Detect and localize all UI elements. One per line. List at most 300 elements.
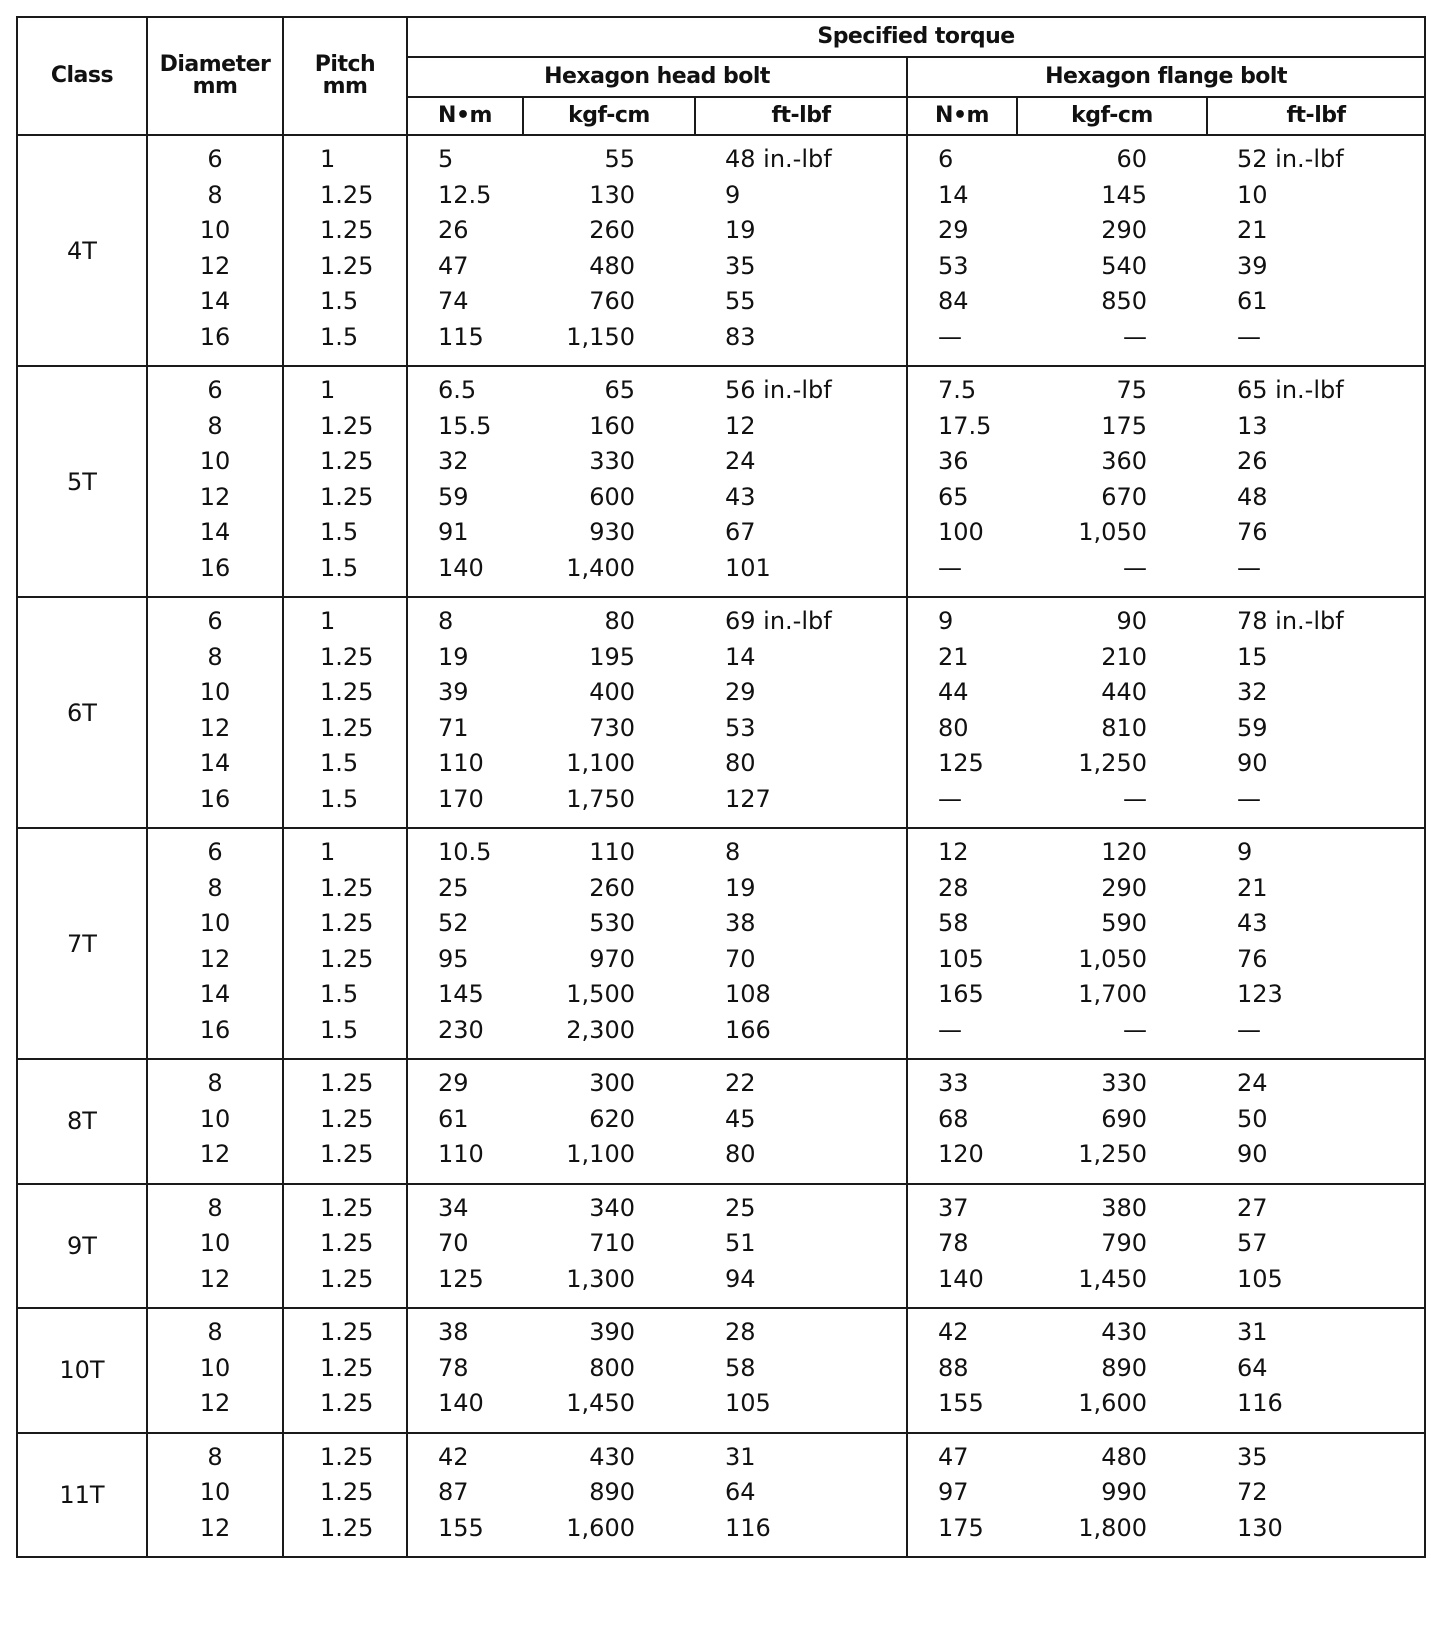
head-ftlbf-value: 80 xyxy=(725,749,756,777)
pitch-value: 1.25 xyxy=(320,1389,374,1417)
pitch-value: 1.25 xyxy=(320,411,374,440)
head-ftlbf-value: 43 xyxy=(725,482,756,511)
flange-nm-value: 140 xyxy=(938,1264,984,1293)
head-kgfcm-value: 65 xyxy=(604,376,635,404)
pitch-value: 1.25 xyxy=(320,447,374,475)
flange-nm-value: 120 xyxy=(938,1140,984,1168)
flange-ftlbf-column-cell xyxy=(1207,1433,1425,1558)
head-ftlbf-value: 166 xyxy=(725,1015,771,1044)
flange-kgfcm-value: — xyxy=(1123,784,1147,813)
flange-ftlbf-column-cell xyxy=(1207,135,1425,366)
pitch-value: 1.25 xyxy=(320,1513,374,1542)
head-kgfcm-value: 930 xyxy=(589,518,635,546)
pitch-column-cell xyxy=(283,597,407,828)
flange-ftlbf-value: 59 xyxy=(1237,713,1268,742)
head-kgfcm-value: 600 xyxy=(589,482,635,511)
flange-ftlbf-value: 105 xyxy=(1237,1264,1283,1293)
pitch-value: 1.5 xyxy=(320,553,359,582)
flange-kgfcm-value: 1,250 xyxy=(1078,749,1147,777)
head-kgfcm-value: 55 xyxy=(604,145,635,173)
flange-nm-value: 28 xyxy=(938,873,969,902)
flange-kgfcm-value: 360 xyxy=(1101,447,1147,475)
flange-nm-value: 7.5 xyxy=(938,376,977,404)
head-nm-value: 29 xyxy=(438,1069,469,1097)
pitch-value: 1.25 xyxy=(320,1140,374,1168)
pitch-column-cell xyxy=(283,1433,407,1558)
diameter-value: 6 xyxy=(207,376,223,404)
head-ftlbf-value: 108 xyxy=(725,980,771,1008)
flange-kgfcm-value: 850 xyxy=(1101,287,1147,315)
diameter-value: 8 xyxy=(207,1193,223,1222)
flange-kgfcm-column-cell xyxy=(1017,135,1207,366)
pitch-value: 1.25 xyxy=(320,1353,374,1382)
head-nm-value: 42 xyxy=(438,1442,469,1471)
flange-kgfcm-column-cell xyxy=(1017,1059,1207,1184)
head-kgfcm-value: 1,300 xyxy=(566,1264,635,1293)
diameter-value: 8 xyxy=(207,642,223,671)
flange-ftlbf-value: — xyxy=(1237,784,1261,813)
flange-nm-value: 14 xyxy=(938,180,969,209)
flange-ftlbf-value: 52 in.-lbf xyxy=(1237,145,1344,173)
flange-ftlbf-value: 35 xyxy=(1237,1442,1268,1471)
diameter-value: 12 xyxy=(199,251,231,280)
head-nm-value: 25 xyxy=(438,873,469,902)
flange-nm-value: 33 xyxy=(938,1069,969,1097)
head-ftlbf-value: 28 xyxy=(725,1318,756,1346)
head-nm-value: 115 xyxy=(438,322,484,351)
hex-flange-bolt-header: Hexagon flange bolt xyxy=(907,57,1425,97)
flange-kgfcm-value: — xyxy=(1123,322,1147,351)
flange-ftlbf-column-cell xyxy=(1207,366,1425,597)
torque-spec-sheet xyxy=(16,16,1426,1558)
flange-nm-value: 36 xyxy=(938,447,969,475)
flange-kgfcm-value: 380 xyxy=(1101,1193,1147,1222)
diameter-column-cell xyxy=(147,1433,283,1558)
head-ftlbf-value: 31 xyxy=(725,1442,756,1471)
diameter-value: 10 xyxy=(199,447,231,475)
head-nm-value: 15.5 xyxy=(438,411,492,440)
head-nm-value: 61 xyxy=(438,1104,469,1133)
diameter-value: 14 xyxy=(199,749,231,777)
head-kgfcm-value: 1,450 xyxy=(566,1389,635,1417)
head-nm-value: 78 xyxy=(438,1353,469,1382)
class-cell: 5T xyxy=(17,366,147,597)
flange-kgfcm-column-cell xyxy=(1017,1184,1207,1309)
flange-ftlbf-value: — xyxy=(1237,1015,1261,1044)
head-kgfcm-value: 530 xyxy=(589,909,635,937)
diameter-value: 12 xyxy=(199,482,231,511)
head-nm-value: 170 xyxy=(438,784,484,813)
head-ftlbf-value: 19 xyxy=(725,873,756,902)
flange-nm-value: 175 xyxy=(938,1513,984,1542)
diameter-value: 8 xyxy=(207,411,223,440)
flange-ftlbf-value: 48 xyxy=(1237,482,1268,511)
head-ftlbf-value: 24 xyxy=(725,447,756,475)
flange-kgfcm-value: 120 xyxy=(1101,838,1147,866)
diameter-value: 12 xyxy=(199,713,231,742)
head-kgfcm-value: 2,300 xyxy=(566,1015,635,1044)
pitch-value: 1.5 xyxy=(320,784,359,813)
pitch-value: 1.25 xyxy=(320,251,374,280)
head-nm-value: 52 xyxy=(438,909,469,937)
diameter-value: 12 xyxy=(199,1389,231,1417)
flange-kgfcm-value: 670 xyxy=(1101,482,1147,511)
diameter-value: 6 xyxy=(207,145,223,173)
head-ftlbf-value: 70 xyxy=(725,944,756,973)
head-ftlbf-value: 12 xyxy=(725,411,756,440)
flange-nm-value: 78 xyxy=(938,1229,969,1257)
class-cell: 8T xyxy=(17,1059,147,1184)
flange-nm-column-cell xyxy=(907,366,1017,597)
pitch-column-cell xyxy=(283,366,407,597)
class-cell: 6T xyxy=(17,597,147,828)
diameter-value: 6 xyxy=(207,607,223,635)
head-kgfcm-value: 80 xyxy=(604,607,635,635)
flange-nm-column-cell xyxy=(907,1308,1017,1433)
head-ftlbf-value: 127 xyxy=(725,784,771,813)
class-group-row xyxy=(17,1184,1425,1309)
flange-kgfcm-value: 690 xyxy=(1101,1104,1147,1133)
head-ftlbf-column-cell xyxy=(695,1059,907,1184)
flange-nm-value: 155 xyxy=(938,1389,984,1417)
diameter-value: 10 xyxy=(199,909,231,937)
head-nm-value: 5 xyxy=(438,145,454,173)
flange-nm-value: 68 xyxy=(938,1104,969,1133)
diameter-value: 16 xyxy=(199,553,231,582)
pitch-value: 1.5 xyxy=(320,287,359,315)
head-nm-value: 110 xyxy=(438,749,484,777)
flange-kgfcm-value: 145 xyxy=(1101,180,1147,209)
diameter-header-label: Diameter xyxy=(159,52,271,77)
flange-kgfcm-value: 990 xyxy=(1101,1478,1147,1506)
pitch-value: 1.5 xyxy=(320,1015,359,1044)
flange-ftlbf-value: 76 xyxy=(1237,944,1268,973)
head-nm-value: 59 xyxy=(438,482,469,511)
diameter-value: 14 xyxy=(199,980,231,1008)
head-kgfcm-value: 1,100 xyxy=(566,1140,635,1168)
head-nm-value: 230 xyxy=(438,1015,484,1044)
head-kgfcm-value: 110 xyxy=(589,838,635,866)
pitch-value: 1.5 xyxy=(320,322,359,351)
head-nm-value: 145 xyxy=(438,980,484,1008)
flange-nm-value: — xyxy=(938,322,962,351)
head-nm-value: 10.5 xyxy=(438,838,492,866)
head-ftlbf-value: 80 xyxy=(725,1140,756,1168)
head-kgfcm-value: 480 xyxy=(589,251,635,280)
head-kgfcm-value: 710 xyxy=(589,1229,635,1257)
flange-nm-column-cell xyxy=(907,1059,1017,1184)
diameter-value: 10 xyxy=(199,1353,231,1382)
flange-nm-value: 29 xyxy=(938,216,969,244)
diameter-value: 10 xyxy=(199,216,231,244)
diameter-value: 16 xyxy=(199,1015,231,1044)
flange-ftlbf-value: 123 xyxy=(1237,980,1283,1008)
head-kgfcm-value: 800 xyxy=(589,1353,635,1382)
head-ftlbf-value: 48 in.-lbf xyxy=(725,145,832,173)
head-nm-value: 140 xyxy=(438,553,484,582)
pitch-value: 1.25 xyxy=(320,642,374,671)
pitch-column-cell xyxy=(283,1308,407,1433)
flange-kgfcm-header: kgf-cm xyxy=(1017,97,1207,135)
flange-nm-column-cell xyxy=(907,828,1017,1059)
flange-ftlbf-value: 9 xyxy=(1237,838,1253,866)
head-ftlbf-value: 45 xyxy=(725,1104,756,1133)
table-header xyxy=(17,17,1425,135)
head-ftlbf-column-cell xyxy=(695,366,907,597)
flange-nm-value: 6 xyxy=(938,145,954,173)
diameter-column-cell xyxy=(147,1184,283,1309)
pitch-value: 1.25 xyxy=(320,944,374,973)
pitch-value: 1.25 xyxy=(320,678,374,706)
pitch-value: 1.25 xyxy=(320,1229,374,1257)
class-group-row xyxy=(17,1433,1425,1558)
specified-torque-header: Specified torque xyxy=(407,17,1425,57)
head-nm-value: 34 xyxy=(438,1193,469,1222)
head-ftlbf-value: 69 in.-lbf xyxy=(725,607,832,635)
flange-nm-value: 12 xyxy=(938,838,969,866)
head-nm-value: 125 xyxy=(438,1264,484,1293)
head-kgfcm-value: 760 xyxy=(589,287,635,315)
head-nm-value: 87 xyxy=(438,1478,469,1506)
flange-ftlbf-value: 39 xyxy=(1237,251,1268,280)
flange-nm-value: 53 xyxy=(938,251,969,280)
head-ftlbf-column-cell xyxy=(695,1308,907,1433)
flange-kgfcm-value: 590 xyxy=(1101,909,1147,937)
head-nm-value: 140 xyxy=(438,1389,484,1417)
head-kgfcm-column-cell xyxy=(523,1184,695,1309)
pitch-value: 1.25 xyxy=(320,1318,374,1346)
head-ftlbf-value: 67 xyxy=(725,518,756,546)
diameter-value: 16 xyxy=(199,322,231,351)
class-cell: 10T xyxy=(17,1308,147,1433)
flange-nm-value: 88 xyxy=(938,1353,969,1382)
head-kgfcm-value: 1,600 xyxy=(566,1513,635,1542)
diameter-value: 8 xyxy=(207,180,223,209)
head-nm-column-cell xyxy=(407,1308,523,1433)
head-nm-value: 74 xyxy=(438,287,469,315)
flange-ftlbf-value: 61 xyxy=(1237,287,1268,315)
diameter-value: 12 xyxy=(199,1513,231,1542)
flange-kgfcm-value: 1,050 xyxy=(1078,518,1147,546)
pitch-column-cell xyxy=(283,828,407,1059)
flange-nm-column-cell xyxy=(907,597,1017,828)
flange-ftlbf-value: 72 xyxy=(1237,1478,1268,1506)
pitch-header xyxy=(283,17,407,135)
diameter-column-cell xyxy=(147,1059,283,1184)
flange-kgfcm-value: — xyxy=(1123,553,1147,582)
torque-table xyxy=(16,16,1426,1558)
head-nm-header: N•m xyxy=(407,97,523,135)
diameter-value: 10 xyxy=(199,1229,231,1257)
pitch-value: 1.25 xyxy=(320,180,374,209)
hex-head-bolt-header: Hexagon head bolt xyxy=(407,57,907,97)
head-nm-column-cell xyxy=(407,1433,523,1558)
flange-ftlbf-column-cell xyxy=(1207,597,1425,828)
pitch-header-label: Pitch xyxy=(314,52,376,77)
flange-kgfcm-value: 330 xyxy=(1101,1069,1147,1097)
pitch-header-unit: mm xyxy=(322,74,368,99)
head-nm-column-cell xyxy=(407,1184,523,1309)
pitch-value: 1.25 xyxy=(320,873,374,902)
head-ftlbf-value: 94 xyxy=(725,1264,756,1293)
head-kgfcm-column-cell xyxy=(523,597,695,828)
head-ftlbf-value: 51 xyxy=(725,1229,756,1257)
head-nm-value: 71 xyxy=(438,713,469,742)
head-ftlbf-column-cell xyxy=(695,828,907,1059)
flange-ftlbf-value: — xyxy=(1237,322,1261,351)
flange-ftlbf-column-cell xyxy=(1207,1059,1425,1184)
head-ftlbf-column-cell xyxy=(695,1184,907,1309)
pitch-value: 1 xyxy=(320,376,336,404)
head-nm-value: 110 xyxy=(438,1140,484,1168)
flange-kgfcm-value: 810 xyxy=(1101,713,1147,742)
flange-nm-value: 42 xyxy=(938,1318,969,1346)
diameter-header-unit: mm xyxy=(192,74,238,99)
head-kgfcm-value: 160 xyxy=(589,411,635,440)
flange-kgfcm-value: 440 xyxy=(1101,678,1147,706)
flange-ftlbf-value: 90 xyxy=(1237,749,1268,777)
diameter-value: 12 xyxy=(199,944,231,973)
flange-kgfcm-column-cell xyxy=(1017,1308,1207,1433)
flange-ftlbf-column-cell xyxy=(1207,828,1425,1059)
diameter-value: 10 xyxy=(199,1478,231,1506)
flange-nm-value: 17.5 xyxy=(938,411,992,440)
diameter-value: 8 xyxy=(207,1442,223,1471)
flange-nm-value: 84 xyxy=(938,287,969,315)
head-ftlbf-value: 29 xyxy=(725,678,756,706)
class-group-row xyxy=(17,1059,1425,1184)
head-kgfcm-value: 1,100 xyxy=(566,749,635,777)
head-ftlbf-value: 14 xyxy=(725,642,756,671)
flange-kgfcm-value: 290 xyxy=(1101,873,1147,902)
table-body xyxy=(17,135,1425,1557)
diameter-value: 12 xyxy=(199,1140,231,1168)
diameter-value: 8 xyxy=(207,1069,223,1097)
head-kgfcm-header: kgf-cm xyxy=(523,97,695,135)
head-nm-value: 91 xyxy=(438,518,469,546)
class-group-row xyxy=(17,366,1425,597)
flange-kgfcm-value: 890 xyxy=(1101,1353,1147,1382)
head-kgfcm-value: 195 xyxy=(589,642,635,671)
head-kgfcm-value: 1,150 xyxy=(566,322,635,351)
flange-nm-value: 165 xyxy=(938,980,984,1008)
flange-kgfcm-value: 175 xyxy=(1101,411,1147,440)
diameter-column-cell xyxy=(147,1308,283,1433)
head-kgfcm-column-cell xyxy=(523,1059,695,1184)
flange-ftlbf-value: 15 xyxy=(1237,642,1268,671)
head-ftlbf-header: ft-lbf xyxy=(695,97,907,135)
head-ftlbf-value: 9 xyxy=(725,180,741,209)
pitch-value: 1.25 xyxy=(320,909,374,937)
flange-ftlbf-value: 78 in.-lbf xyxy=(1237,607,1344,635)
flange-kgfcm-value: 1,800 xyxy=(1078,1513,1147,1542)
diameter-header xyxy=(147,17,283,135)
flange-kgfcm-value: 90 xyxy=(1116,607,1147,635)
flange-ftlbf-header: ft-lbf xyxy=(1207,97,1425,135)
head-ftlbf-value: 25 xyxy=(725,1193,756,1222)
flange-kgfcm-column-cell xyxy=(1017,828,1207,1059)
flange-ftlbf-value: 21 xyxy=(1237,873,1268,902)
flange-ftlbf-value: 24 xyxy=(1237,1069,1268,1097)
flange-ftlbf-value: 57 xyxy=(1237,1229,1268,1257)
head-nm-value: 32 xyxy=(438,447,469,475)
flange-ftlbf-column-cell xyxy=(1207,1308,1425,1433)
pitch-value: 1 xyxy=(320,607,336,635)
flange-kgfcm-value: 430 xyxy=(1101,1318,1147,1346)
flange-kgfcm-value: 210 xyxy=(1101,642,1147,671)
pitch-value: 1 xyxy=(320,838,336,866)
diameter-value: 6 xyxy=(207,838,223,866)
head-ftlbf-value: 55 xyxy=(725,287,756,315)
flange-ftlbf-value: 27 xyxy=(1237,1193,1268,1222)
diameter-value: 16 xyxy=(199,784,231,813)
flange-kgfcm-value: 1,450 xyxy=(1078,1264,1147,1293)
flange-ftlbf-value: 31 xyxy=(1237,1318,1268,1346)
flange-nm-value: 58 xyxy=(938,909,969,937)
flange-nm-value: 65 xyxy=(938,482,969,511)
flange-kgfcm-value: 1,050 xyxy=(1078,944,1147,973)
head-nm-value: 8 xyxy=(438,607,454,635)
flange-nm-column-cell xyxy=(907,1184,1017,1309)
flange-nm-value: 37 xyxy=(938,1193,969,1222)
flange-nm-column-cell xyxy=(907,1433,1017,1558)
head-nm-column-cell xyxy=(407,597,523,828)
head-ftlbf-value: 38 xyxy=(725,909,756,937)
flange-ftlbf-value: — xyxy=(1237,553,1261,582)
head-nm-value: 6.5 xyxy=(438,376,477,404)
class-header: Class xyxy=(17,17,147,135)
pitch-column-cell xyxy=(283,135,407,366)
head-kgfcm-column-cell xyxy=(523,366,695,597)
diameter-column-cell xyxy=(147,597,283,828)
head-kgfcm-value: 260 xyxy=(589,873,635,902)
head-kgfcm-value: 390 xyxy=(589,1318,635,1346)
head-kgfcm-column-cell xyxy=(523,1308,695,1433)
head-kgfcm-value: 430 xyxy=(589,1442,635,1471)
flange-nm-header: N•m xyxy=(907,97,1017,135)
flange-nm-value: — xyxy=(938,1015,962,1044)
pitch-value: 1.5 xyxy=(320,980,359,1008)
head-nm-value: 95 xyxy=(438,944,469,973)
head-ftlbf-value: 19 xyxy=(725,216,756,244)
class-cell: 9T xyxy=(17,1184,147,1309)
head-kgfcm-value: 1,400 xyxy=(566,553,635,582)
head-kgfcm-value: 890 xyxy=(589,1478,635,1506)
head-nm-value: 47 xyxy=(438,251,469,280)
head-kgfcm-column-cell xyxy=(523,1433,695,1558)
head-nm-value: 70 xyxy=(438,1229,469,1257)
diameter-column-cell xyxy=(147,135,283,366)
flange-ftlbf-value: 26 xyxy=(1237,447,1268,475)
head-nm-value: 155 xyxy=(438,1513,484,1542)
head-kgfcm-value: 300 xyxy=(589,1069,635,1097)
head-kgfcm-column-cell xyxy=(523,135,695,366)
flange-nm-value: 105 xyxy=(938,944,984,973)
head-nm-value: 12.5 xyxy=(438,180,492,209)
head-kgfcm-value: 400 xyxy=(589,678,635,706)
flange-kgfcm-column-cell xyxy=(1017,1433,1207,1558)
head-nm-column-cell xyxy=(407,135,523,366)
flange-ftlbf-value: 76 xyxy=(1237,518,1268,546)
pitch-value: 1.25 xyxy=(320,1069,374,1097)
head-ftlbf-value: 105 xyxy=(725,1389,771,1417)
head-nm-column-cell xyxy=(407,828,523,1059)
diameter-column-cell xyxy=(147,828,283,1059)
flange-ftlbf-value: 90 xyxy=(1237,1140,1268,1168)
head-ftlbf-value: 8 xyxy=(725,838,741,866)
head-ftlbf-value: 64 xyxy=(725,1478,756,1506)
flange-kgfcm-value: 1,600 xyxy=(1078,1389,1147,1417)
